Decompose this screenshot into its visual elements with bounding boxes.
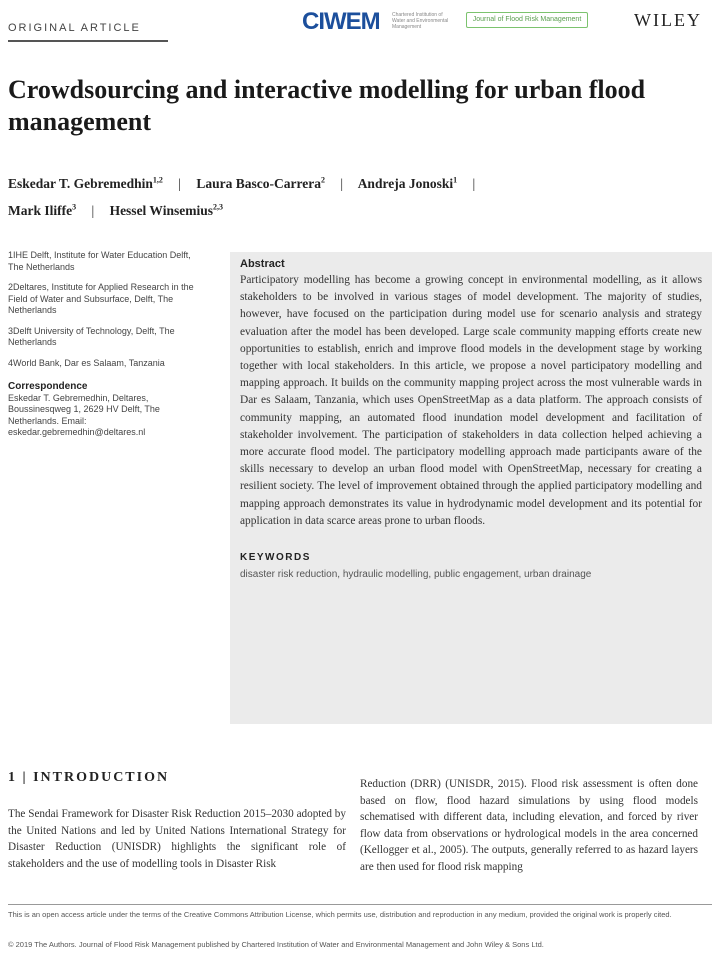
article-type-label: ORIGINAL ARTICLE	[8, 22, 141, 34]
author-name[interactable]: Mark Iliffe$^3$	[8, 202, 77, 218]
affiliation-item: 2Deltares, Institute for Applied Research in the Field of Water and Subsurface, Delft, The Netherlands	[8, 282, 194, 315]
article-title: Crowdsourcing and interactive modelling for urban flood management	[8, 75, 646, 136]
section-heading-introduction: 1 | INTRODUCTION	[8, 770, 170, 785]
author-name[interactable]: Laura Basco-Carrera$^2$	[196, 175, 325, 191]
footer-divider	[8, 904, 712, 905]
affiliation-item: 1IHE Delft, Institute for Water Education Delft, The Netherlands	[8, 250, 191, 272]
logo-subtitle: Chartered Institution of Water and Environmental Management	[392, 12, 449, 30]
journal-name-badge: Journal of Flood Risk Management	[466, 12, 588, 28]
abstract-heading: Abstract	[240, 258, 285, 270]
author-list: Eskedar T. Gebremedhin$^{1,2}$ | Laura Basco-Carrera$^2$ | Andreja Jonoski$^1$ | Mark Iliffe$^3$ | Hessel Winsemius$^{2,3}$	[8, 175, 476, 218]
journal-logo[interactable]: CIWEM	[302, 8, 380, 35]
affiliation-item: 4World Bank, Dar es Salaam, Tanzania	[8, 357, 165, 368]
affiliation-item: 3Delft University of Technology, Delft, The Netherlands	[8, 325, 175, 347]
correspondence-heading: Correspondence	[8, 381, 88, 392]
copyright-note: © 2019 The Authors. Journal of Flood Risk Management published by Chartered Institution of Water and Environmental Management and John Wiley & Sons Ltd.	[8, 940, 544, 949]
license-note: This is an open access article under the terms of the Creative Commons Attribution License, which permits use, distribution and reproduction in any medium, provided the original work is properly cited.	[8, 910, 672, 919]
intro-paragraph-left: The Sendai Framework for Disaster Risk Reduction 2015–2030 adopted by the United Nations and led by United Nations International Strategy for Disaster Reduction (UNISDR) highlights the significant role of stakeholders and the use of modelling tools in Disaster Risk	[8, 808, 346, 870]
correspondence-text[interactable]: Eskedar T. Gebremedhin, Deltares, Boussinesqweg 1, 2629 HV Delft, The Netherlands. Email: eskedar.gebremedhin@deltares.nl	[8, 392, 160, 437]
publisher-logo[interactable]: WILEY	[634, 10, 702, 30]
author-name[interactable]: Andreja Jonoski$^1$	[357, 175, 458, 191]
abstract-text: Participatory modelling has become a growing concept in environmental modelling, as it allows stakeholders to be involved in various stages of model development. The majority of studies, however, have focused on the participation during model use for scenario analysis and strategy evaluation after the model has been developed. Large scale community mapping efforts create new opportunities to establish, enrich and improve flood models in the development stage by working together with local stakeholders. In this article, we propose a novel participatory modelling and mapping approach. It builds on the community mapping project across the most vulnerable wards in Dar es Salaam, Tanzania, which uses OpenStreetMap as a data platform. The approach consists of community mapping, an automated flood inundation model development and facilitation of stakeholder involvement. The participation of stakeholders in data collection helped achieving a more accurate flood model. The participatory modelling approach made participants aware of the skills necessary to develop an urban flood model with OpenStreetMap, necessary for creating a resilient society. The level of improvement obtained through the applied participatory modelling and mapping approach demonstrates its value in hydrodynamic model development and its potential for application in data scarce areas prone to urban floods.	[240, 274, 702, 527]
author-name[interactable]: Eskedar T. Gebremedhin$^{1,2}$	[8, 175, 163, 191]
affiliations	[8, 250, 208, 439]
intro-paragraph-right: Reduction (DRR) (UNISDR, 2015). Flood risk assessment is often done based on flow, flood hazard simulations by using flood models schematised with different data, including elevation, and forced by river flow data from observations or hydrological models in the area concerned (Kellogger et al., 2005). The outputs, generally referred to as hazard layers are then used for flood risk mapping	[360, 778, 698, 873]
abstract-box	[230, 252, 712, 724]
keywords-text: disaster risk reduction, hydraulic modelling, public engagement, urban drainage	[240, 569, 592, 581]
keywords-heading: KEYWORDS	[240, 552, 311, 564]
author-name[interactable]: Hessel Winsemius$^{2,3}$	[109, 202, 223, 218]
header-divider	[8, 40, 168, 42]
